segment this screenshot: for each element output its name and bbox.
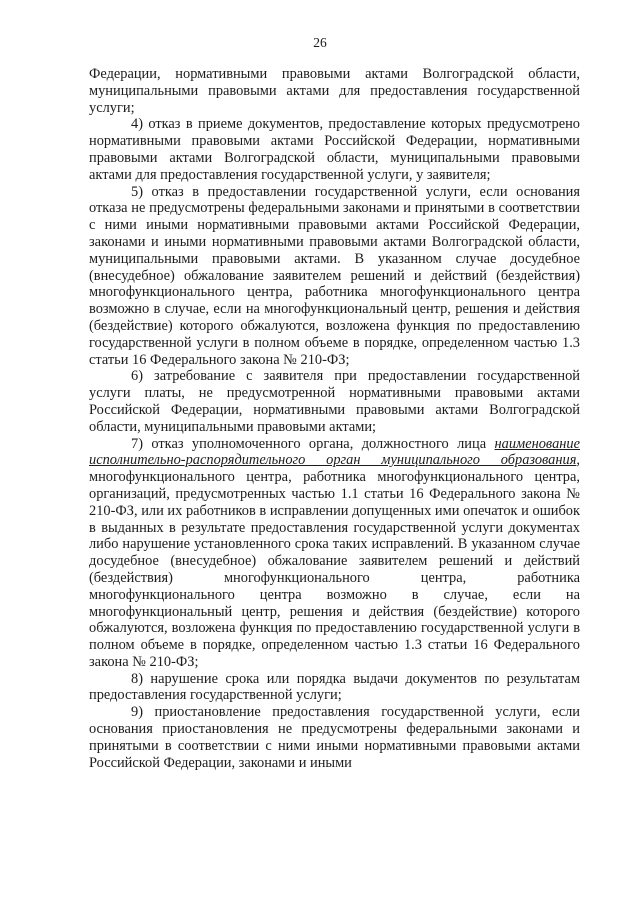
paragraph-item-7-rest: , многофункционального центра, работника многофункционального центра, организаций, предусмотренных частью 1.1 статьи 16 Федерального закона № 210-ФЗ, или их работников в исправлении допущенных ими опечаток и ошибок в выданных в результате предоставления государственной услуги документах либо нарушение установленного срока таких исправлений. В указанном случае досудебное (внесудебное) обжалование заявителем решений и действий (бездействия) многофункционального центра, работника многофункционального центра возможно в случае, если на многофункциональный центр, решения и действия (бездействие) которого обжалуются, возложена функция по предоставлению государственной услуги в полном объеме в порядке, определенном частью 1.3 статьи 16 Федерального закона № 210-ФЗ; [89, 452, 580, 670]
paragraph-item-6: 6) затребование с заявителя при предоставлении государственной услуги платы, не предусмотренной нормативными правовыми актами Российской Федерации, нормативными правовыми актами Волгоградской области, муниципальными правовыми актами; [89, 368, 580, 435]
paragraph-continuation: Федерации, нормативными правовыми актами Волгоградской области, муниципальными правовыми актами для предоставления государственной услуги; [89, 66, 580, 116]
paragraph-item-9: 9) приостановление предоставления государственной услуги, если основания приостановления не предусмотрены федеральными законами и принятыми в соответствии с ними иными нормативными правовыми актами Российской Федерации, законами и иными [89, 704, 580, 771]
page-number: 26 [313, 35, 327, 50]
paragraph-item-7 [89, 436, 580, 671]
paragraph-item-8: 8) нарушение срока или порядка выдачи документов по результатам предоставления государственной услуги; [89, 670, 580, 704]
paragraph-item-5: 5) отказ в предоставлении государственной услуги, если основания отказа не предусмотрены федеральными законами и принятыми в соответствии с ними иными нормативными правовыми актами Российской Федерации, законами и иными нормативными правовыми актами Волгоградской области, муниципальными правовыми актами. В указанном случае досудебное (внесудебное) обжалование заявителем решений и действий (бездействия) многофункционального центра, работника многофункционального центра возможно в случае, если на многофункциональный центр, решения и действия (бездействие) которого обжалуются, возложена функция по предоставлению государственной услуги в полном объеме в порядке, определенном частью 1.3 статьи 16 Федерального закона № 210-ФЗ; [89, 183, 580, 368]
paragraph-item-4: 4) отказ в приеме документов, предоставление которых предусмотрено нормативными правовыми актами Российской Федерации, нормативными правовыми актами Волгоградской области, муниципальными правовыми актами для предоставления государственной услуги, у заявителя; [89, 116, 580, 183]
paragraph-item-7-lead: 7) отказ уполномоченного органа, должностного лица [131, 435, 495, 452]
document-body [89, 66, 580, 771]
placeholder-authority-name: наименование исполнительно-распорядительного орган муниципального образования [89, 435, 580, 469]
